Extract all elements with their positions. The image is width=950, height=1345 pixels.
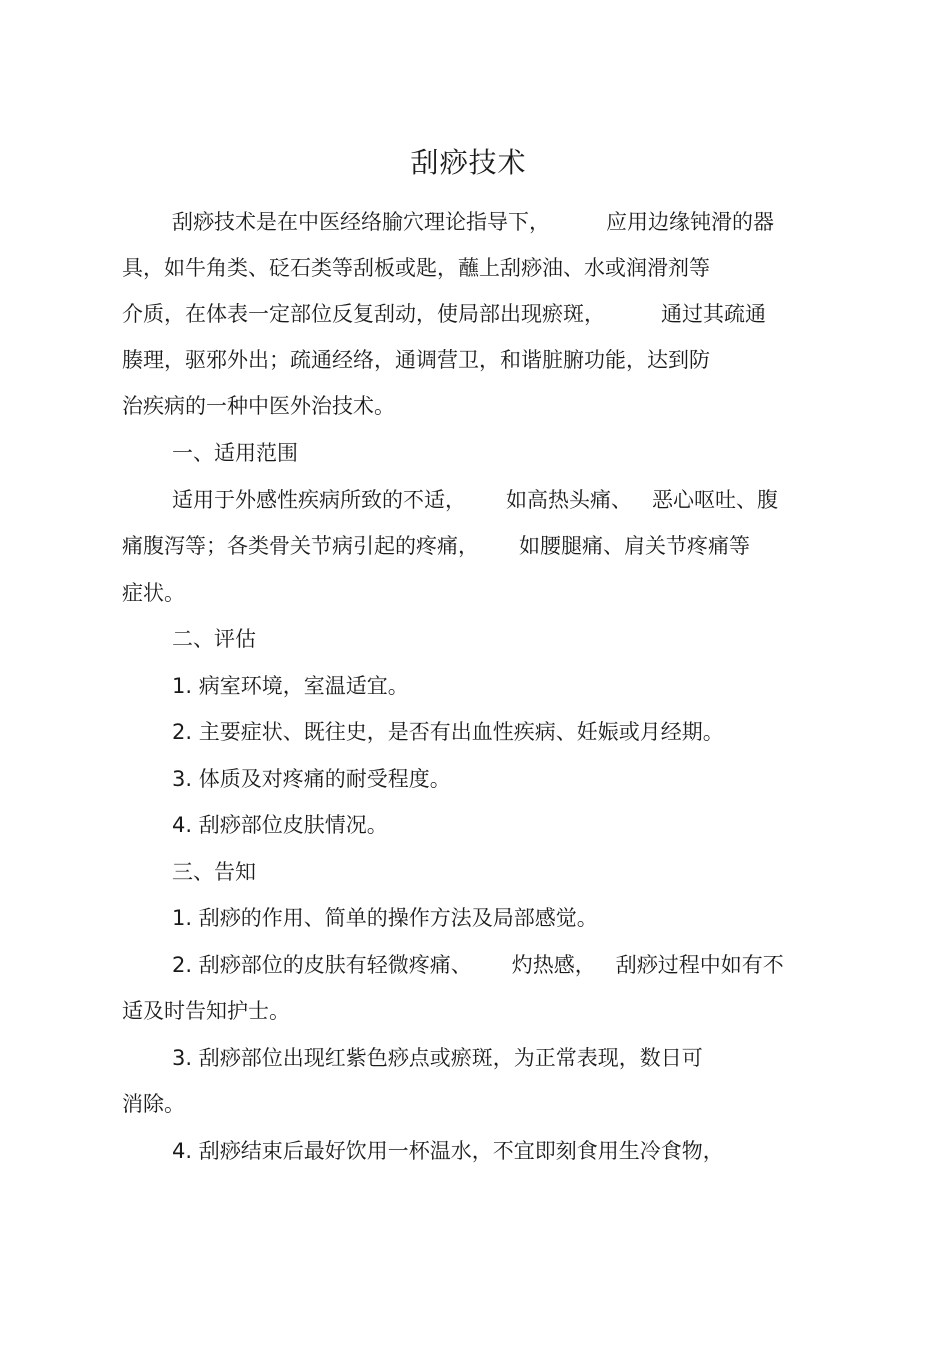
scope-line-2 bbox=[122, 531, 750, 561]
assessment-item: 1. 病室环境，室温适宜。 bbox=[172, 674, 409, 698]
intro-line-3 bbox=[122, 299, 766, 329]
section-heading-scope: 一、适用范围 bbox=[172, 441, 298, 465]
section-heading-assessment: 二、评估 bbox=[172, 627, 256, 651]
intro-line-4: 腠理，驱邪外出；疏通经络，通调营卫，和谐脏腑功能，达到防 bbox=[122, 348, 710, 372]
inform-text: 2. 刮痧部位的皮肤有轻微疼痛、 bbox=[172, 953, 472, 977]
intro-text: 刮痧技术是在中医经络腧穴理论指导下， bbox=[172, 210, 550, 234]
scope-line-3: 症状。 bbox=[122, 581, 185, 605]
scope-text: 恶心呕吐、腹 bbox=[652, 488, 778, 512]
inform-item-3: 3. 刮痧部位出现红紫色痧点或瘀斑，为正常表现，数日可 bbox=[172, 1046, 703, 1070]
assessment-item: 3. 体质及对疼痛的耐受程度。 bbox=[172, 767, 451, 791]
intro-line-1 bbox=[172, 207, 774, 237]
inform-text: 刮痧过程中如有不 bbox=[615, 953, 784, 977]
assessment-item: 2. 主要症状、既往史，是否有出血性疾病、妊娠或月经期。 bbox=[172, 720, 724, 744]
inform-text: 灼热感， bbox=[511, 953, 596, 977]
intro-text: 介质，在体表一定部位反复刮动，使局部出现瘀斑， bbox=[122, 302, 605, 326]
inform-item-3-cont: 消除。 bbox=[122, 1092, 185, 1116]
assessment-item: 4. 刮痧部位皮肤情况。 bbox=[172, 813, 388, 837]
inform-item-4: 4. 刮痧结束后最好饮用一杯温水，不宜即刻食用生冷食物， bbox=[172, 1139, 724, 1163]
section-heading-inform: 三、告知 bbox=[172, 860, 256, 884]
intro-text: 通过其疏通 bbox=[661, 302, 766, 326]
scope-text: 如腰腿痛、肩关节疼痛等 bbox=[519, 534, 750, 558]
scope-text: 如高热头痛、 bbox=[506, 488, 632, 512]
inform-item-2 bbox=[172, 950, 784, 980]
intro-line-5: 治疾病的一种中医外治技术。 bbox=[122, 394, 395, 418]
scope-line-1 bbox=[172, 485, 778, 515]
scope-text: 痛腹泻等；各类骨关节病引起的疼痛， bbox=[122, 534, 479, 558]
intro-line-2: 具，如牛角类、砭石类等刮板或匙，蘸上刮痧油、水或润滑剂等 bbox=[122, 256, 710, 280]
inform-item-1: 1. 刮痧的作用、简单的操作方法及局部感觉。 bbox=[172, 906, 598, 930]
intro-text: 应用边缘钝滑的器 bbox=[606, 210, 774, 234]
scope-text: 适用于外感性疾病所致的不适， bbox=[172, 488, 466, 512]
page-title: 刮痧技术 bbox=[410, 146, 527, 179]
inform-item-2-cont: 适及时告知护士。 bbox=[122, 999, 290, 1023]
